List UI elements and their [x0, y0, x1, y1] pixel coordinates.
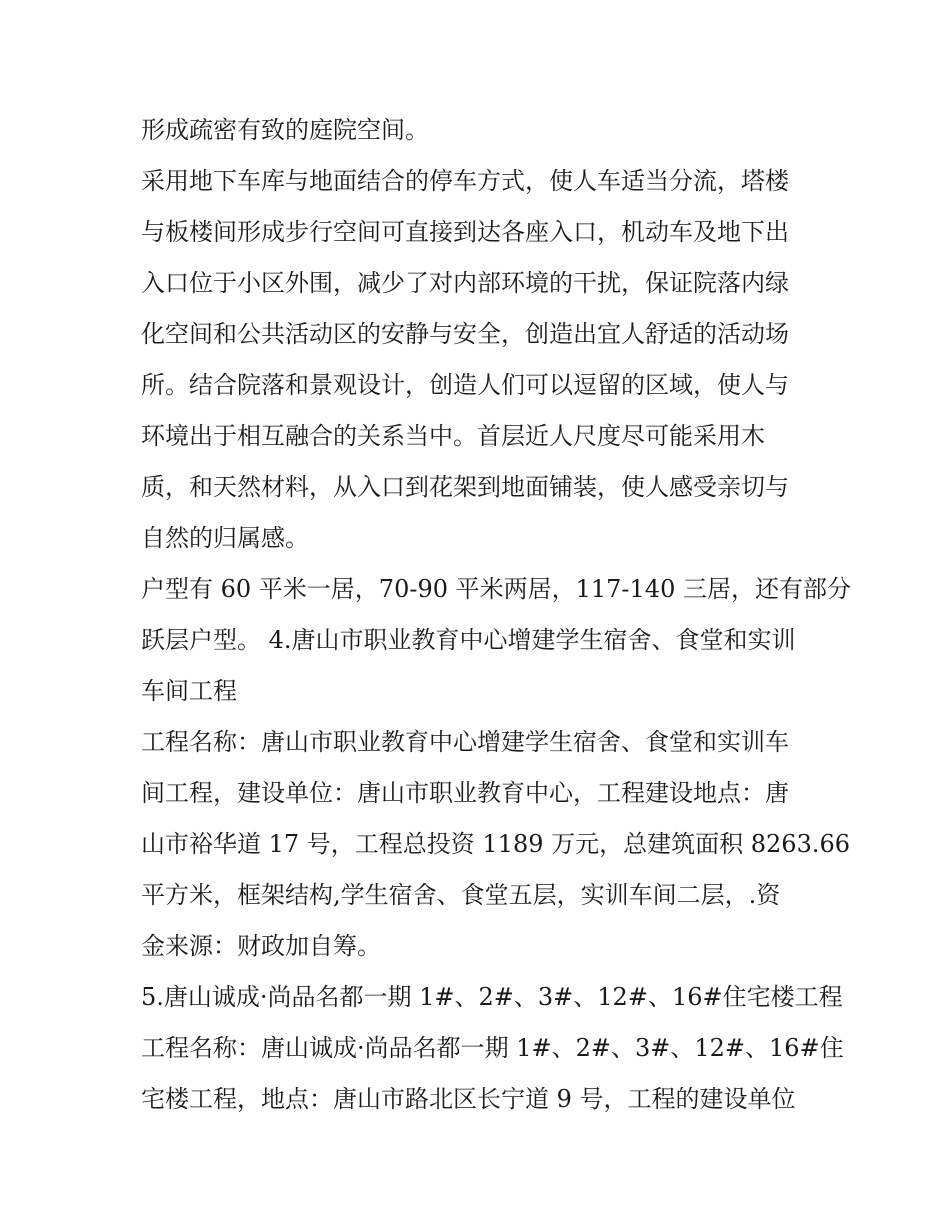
text-line: 质，和天然材料，从入口到花架到地面铺装，使人感受亲切与: [141, 473, 789, 501]
text-line: 车间工程: [141, 677, 237, 705]
text-line: 环境出于相互融合的关系当中。首层近人尺度尽可能采用木: [141, 422, 765, 450]
text-line: 跃层户型。 4.唐山市职业教育中心增建学生宿舍、食堂和实训: [141, 626, 796, 654]
text-line: 与板楼间形成步行空间可直接到达各座入口，机动车及地下出: [141, 218, 789, 246]
text-line: 户型有 60 平米一居，70-90 平米两居，117-140 三居，还有部分: [141, 575, 851, 603]
text-line: 自然的归属感。: [141, 524, 309, 552]
text-line: 化空间和公共活动区的安静与安全，创造出宜人舒适的活动场: [141, 320, 789, 348]
body-text: [141, 105, 851, 1125]
text-line: 工程名称：唐山诚成·尚品名都一期 1#、2#、3#、12#、16#住: [141, 1034, 844, 1062]
text-line: 工程名称：唐山市职业教育中心增建学生宿舍、食堂和实训车: [141, 728, 789, 756]
text-line: 间工程，建设单位：唐山市职业教育中心，工程建设地点：唐: [141, 779, 789, 807]
text-line: 入口位于小区外围，减少了对内部环境的干扰，保证院落内绿: [141, 269, 789, 297]
text-line: 所。结合院落和景观设计，创造人们可以逗留的区域，使人与: [141, 371, 789, 399]
text-line: 山市裕华道 17 号，工程总投资 1189 万元，总建筑面积 8263.66: [141, 830, 851, 858]
text-line: 采用地下车库与地面结合的停车方式，使人车适当分流，塔楼: [141, 167, 789, 195]
text-line: 宅楼工程，地点：唐山市路北区长宁道 9 号，工程的建设单位: [141, 1085, 796, 1113]
text-line: 平方米，框架结构,学生宿舍、食堂五层，实训车间二层，.资: [141, 881, 781, 909]
text-line: 5.唐山诚成·尚品名都一期 1#、2#、3#、12#、16#住宅楼工程: [141, 983, 843, 1011]
text-line: 形成疏密有致的庭院空间。: [141, 116, 429, 144]
text-line: 金来源：财政加自筹。: [141, 932, 381, 960]
